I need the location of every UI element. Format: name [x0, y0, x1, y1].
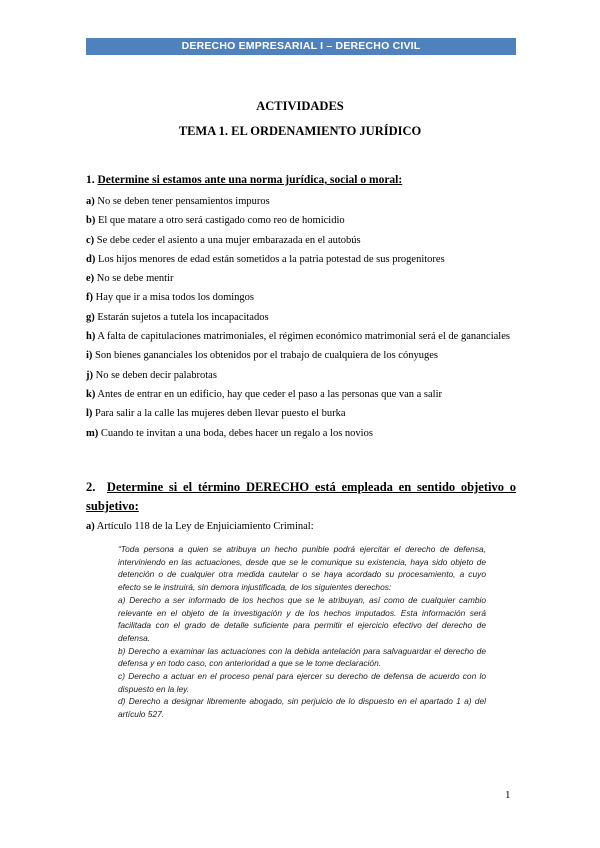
quote-paragraph: d) Derecho a designar libremente abogado, sin perjuicio de lo dispuesto en el apartado 1 a) del artículo 527.	[118, 696, 486, 720]
item-text: Estarán sujetos a tutela los incapacitados	[97, 311, 269, 323]
question-2-heading	[86, 478, 516, 516]
list-item	[86, 250, 516, 269]
item-text: Hay que ir a misa todos los domingos	[95, 292, 254, 304]
item-text: Antes de entrar en un edificio, hay que ceder el paso a las personas que van a salir	[97, 388, 443, 400]
item-letter: f)	[86, 292, 93, 304]
question-2a-letter: a)	[86, 521, 95, 532]
question-2a	[86, 521, 314, 532]
item-text: El que matare a otro será castigado como reo de homicidio	[97, 215, 345, 227]
page-number: 1	[505, 789, 511, 801]
question-1-list	[86, 192, 516, 443]
item-text: Para salir a la calle las mujeres deben llevar puesto el burka	[95, 408, 346, 420]
item-text: A falta de capitulaciones matrimoniales, el régimen económico matrimonial será el de gananciales	[97, 331, 510, 343]
list-item	[86, 385, 516, 404]
item-letter: m)	[86, 427, 99, 439]
item-text: Los hijos menores de edad están sometidos a la patria potestad de sus progenitores	[97, 253, 445, 265]
item-text: Se debe ceder el asiento a una mujer embarazada en el autobús	[96, 234, 361, 246]
item-text: No se deben tener pensamientos impuros	[97, 196, 270, 207]
question-1-number: 1.	[86, 174, 95, 186]
item-text: Son bienes gananciales los obtenidos por el trabajo de cualquiera de los cónyuges	[95, 350, 438, 362]
list-item	[86, 231, 516, 250]
question-2a-text: Artículo 118 de la Ley de Enjuiciamiento Criminal:	[96, 521, 314, 532]
topic-title: TEMA 1. EL ORDENAMIENTO JURÍDICO	[178, 124, 422, 138]
item-letter: c)	[86, 234, 95, 246]
item-text: Cuando te invitan a una boda, debes hacer un regalo a los novios	[100, 427, 373, 439]
list-item	[86, 346, 516, 365]
item-letter: b)	[86, 215, 96, 227]
question-2-number: 2.	[86, 480, 96, 494]
question-2-text: Determine si el término DERECHO está empleada en sentido objetivo o subjetivo:	[86, 480, 516, 513]
question-1-heading	[86, 174, 402, 186]
list-item	[86, 327, 516, 346]
item-letter: l)	[86, 408, 93, 420]
list-item	[86, 288, 516, 307]
quote-paragraph: a) Derecho a ser informado de los hechos que se le atribuyan, así como de cualquier cambio relevante en el objeto de la investigación y de los hechos imputados. Esta información será facilitada con el grado de detalle suficiente para permitir el ejercicio efectivo del derecho de defensa.	[118, 594, 486, 643]
law-quote	[118, 543, 486, 721]
question-1-text: Determine si estamos ante una norma jurídica, social o moral:	[97, 174, 403, 186]
quote-paragraph: “Toda persona a quien se atribuya un hecho punible podrá ejercitar el derecho de defensa, interviniendo en las actuaciones, desde que se le comunique su existencia, haya sido objeto de detención o de cualquier otra medida cautelar o se haya acordado su procesamiento, a cuyo efecto se le instruirá, sin demora injustificada, de los siguientes derechos:	[118, 544, 486, 593]
item-letter: h)	[86, 331, 96, 343]
item-letter: j)	[86, 369, 93, 381]
item-letter: g)	[86, 311, 95, 323]
item-letter: d)	[86, 253, 96, 265]
list-item	[86, 308, 516, 327]
course-header: DERECHO EMPRESARIAL I – DERECHO CIVIL	[86, 38, 516, 55]
item-text: No se deben decir palabrotas	[95, 369, 217, 381]
item-letter: i)	[86, 350, 93, 362]
item-letter: e)	[86, 273, 95, 285]
list-item	[86, 424, 516, 443]
item-letter: a)	[86, 196, 95, 207]
quote-paragraph: c) Derecho a actuar en el proceso penal para ejercer su derecho de defensa de acuerdo con lo dispuesto en la ley.	[118, 671, 486, 694]
item-text: No se debe mentir	[96, 273, 174, 285]
list-item	[86, 366, 516, 385]
list-item	[86, 269, 516, 288]
quote-paragraph: b) Derecho a examinar las actuaciones con la debida antelación para salvaguardar el derecho de defensa y en todo caso, con anterioridad a que se le tome declaración.	[118, 645, 486, 669]
list-item	[86, 211, 516, 230]
activities-title: ACTIVIDADES	[256, 99, 344, 113]
list-item	[86, 192, 516, 211]
list-item	[86, 404, 516, 423]
item-letter: k)	[86, 388, 96, 400]
